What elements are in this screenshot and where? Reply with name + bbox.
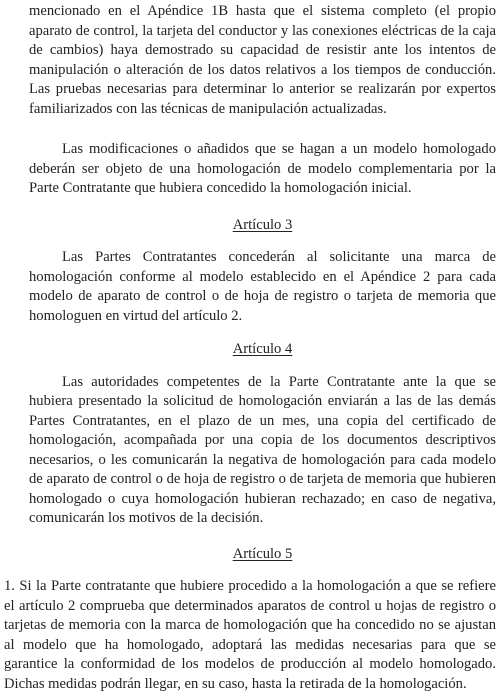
article-5-text: 1. Si la Parte contratante que hubiere procedido a la homologación a que se refiere el artículo 2 comprueba que determinados aparatos de control u hojas de registro o tarjetas de memoria con la marca de homologación que ha concedido no se ajustan al modelo que ha homologado, adoptará las medidas necesarias para que se garantice la conformidad de los modelos de producción al modelo homologado. Dichas medidas podrán llegar, en su caso, hasta la retirada de la homologación. xyxy=(4,578,496,692)
article-3-heading: Artículo 3 xyxy=(232,216,293,233)
article-5-heading: Artículo 5 xyxy=(232,545,293,562)
article-4-text: Las autoridades competentes de la Parte Contratante ante la que se hubiera presentado la solicitud de homologación enviarán a las de las demás Partes Contratantes, en el plazo de un mes, una copia del certificado de homologación, acompañada por una copia de los documentos descriptivos necesarios, o les comunicarán la negativa de homologación para cada modelo de aparato de control o de hoja de registro o de tarjeta de memoria que hubieren homologado o cuya homologación hubieran rechazado; en caso de negativa, comunicarán los motivos de la decisión. xyxy=(29,373,496,526)
paragraph-modifications: Las modificaciones o añadidos que se hagan a un modelo homologado deberán ser objeto de una homologación de modelo complementaria por la Parte Contratante que hubiera concedido la homologación inicial. xyxy=(29,141,496,196)
intro-block xyxy=(4,2,496,564)
article-3-text: Las Partes Contratantes concederán al solicitante una marca de homologación conforme al modelo establecido en el Apéndice 2 para cada modelo de aparato de control o de hoja de registro o tarjeta de memoria que homologuen en virtud del artículo 2. xyxy=(29,249,496,324)
article-4-heading: Artículo 4 xyxy=(232,341,293,357)
paragraph-intro: mencionado en el Apéndice 1B hasta que el sistema completo (el propio aparato de control, la tarjeta del conductor y las conexiones eléctricas de la caja de cambios) haya demostrado su capacidad de resistir ante los intentos de manipulación o alteración de los datos relativos a los tiempos de conducción. Las pruebas necesarias para determinar lo anterior se realizarán por expertos familiarizados con las técnicas de manipulación actualizadas. xyxy=(29,3,496,117)
